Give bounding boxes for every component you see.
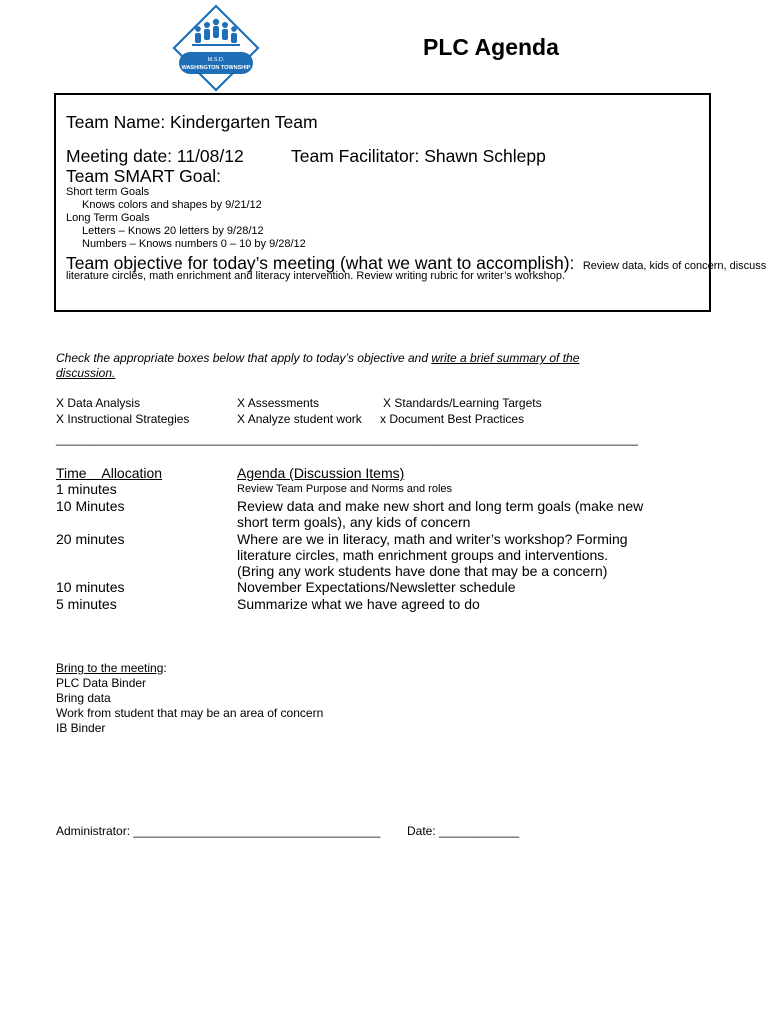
bring-label: Bring to the meeting: [56, 661, 167, 675]
checkbox-data-analysis[interactable] [56, 396, 140, 410]
agenda-item: Summarize what we have agreed to do [237, 596, 480, 612]
district-logo-icon [172, 4, 260, 92]
goal-line: Numbers – Knows numbers 0 – 10 by 9/28/12 [82, 238, 306, 250]
bring-item: IB Binder [56, 721, 106, 735]
checkbox-instructional-strategies[interactable] [56, 412, 189, 426]
check-mark: X [237, 412, 246, 426]
agenda-item: Where are we in literacy, math and writer’s workshop? Forming [237, 531, 628, 547]
checkbox-analyze-student-work[interactable] [237, 412, 362, 426]
instructions-line-1: Check the appropriate boxes below that apply to today’s objective and write a brief summary of the [56, 351, 580, 365]
date-line[interactable]: Date: ____________ [407, 824, 520, 838]
agenda-items-header: Agenda (Discussion Items) [237, 465, 405, 481]
checkbox-label: Document Best Practices [389, 412, 525, 426]
checkbox-standards[interactable] [383, 396, 542, 410]
time-allocation: 10 Minutes [56, 498, 125, 514]
check-mark: X [56, 396, 65, 410]
agenda-item: November Expectations/Newsletter schedule [237, 579, 516, 595]
team-name: Team Name: Kindergarten Team [66, 112, 318, 132]
objective-text: Review data, kids of concern, discuss [582, 260, 767, 272]
goal-line: Knows colors and shapes by 9/21/12 [82, 199, 262, 211]
checkbox-label: Analyze student work [247, 412, 362, 426]
time-allocation: 10 minutes [56, 579, 125, 595]
goal-line: Letters – Knows 20 letters by 9/28/12 [82, 225, 264, 237]
check-mark: X [56, 412, 65, 426]
objective-text-continued: literature circles, math enrichment and literacy intervention. Review writing rubric for writer’s workshop. [66, 270, 566, 282]
checkbox-label: Data Analysis [67, 396, 141, 410]
time-allocation: 5 minutes [56, 596, 117, 612]
checkbox-assessments[interactable] [237, 396, 319, 410]
administrator-signature-line[interactable]: Administrator: _____________________________________ [56, 824, 381, 838]
smart-goal-label: Team SMART Goal: [66, 166, 221, 186]
logo-line1: M.S.D. [207, 57, 225, 63]
bring-item: Bring data [56, 691, 111, 705]
time-allocation: 1 minutes [56, 481, 117, 497]
check-mark: x [380, 412, 386, 426]
check-mark: X [383, 396, 392, 410]
agenda-item: literature circles, math enrichment groups and interventions. [237, 547, 609, 563]
checkbox-label: Assessments [247, 396, 320, 410]
objective-label: Team objective for today’s meeting (what we want to accomplish): [66, 253, 575, 273]
bring-item: PLC Data Binder [56, 676, 147, 690]
agenda-item: short term goals), any kids of concern [237, 514, 471, 530]
logo-line2: WASHINGTON TOWNSHIP [181, 65, 251, 71]
page-title: PLC Agenda [423, 34, 559, 60]
goal-line: Short term Goals [66, 186, 150, 198]
check-mark: X [237, 396, 246, 410]
agenda-item: (Bring any work students have done that may be a concern) [237, 563, 608, 579]
checkbox-document-best-practices[interactable] [380, 412, 524, 426]
separator-line: ________________________________________________________________________________________ [56, 432, 638, 446]
meeting-date: Meeting date: 11/08/12 [66, 146, 244, 166]
agenda-item: Review data and make new short and long term goals (make new [237, 498, 644, 514]
checkbox-label: Instructional Strategies [67, 412, 190, 426]
instructions-line-2: discussion. [56, 366, 116, 380]
agenda-item: Review Team Purpose and Norms and roles [237, 483, 453, 495]
bring-item: Work from student that may be an area of concern [56, 706, 324, 720]
goal-line: Long Term Goals [66, 212, 150, 224]
time-allocation: 20 minutes [56, 531, 125, 547]
team-facilitator: Team Facilitator: Shawn Schlepp [291, 146, 546, 166]
checkbox-label: Standards/Learning Targets [394, 396, 542, 410]
time-allocation-header: Time Allocation [56, 465, 163, 481]
